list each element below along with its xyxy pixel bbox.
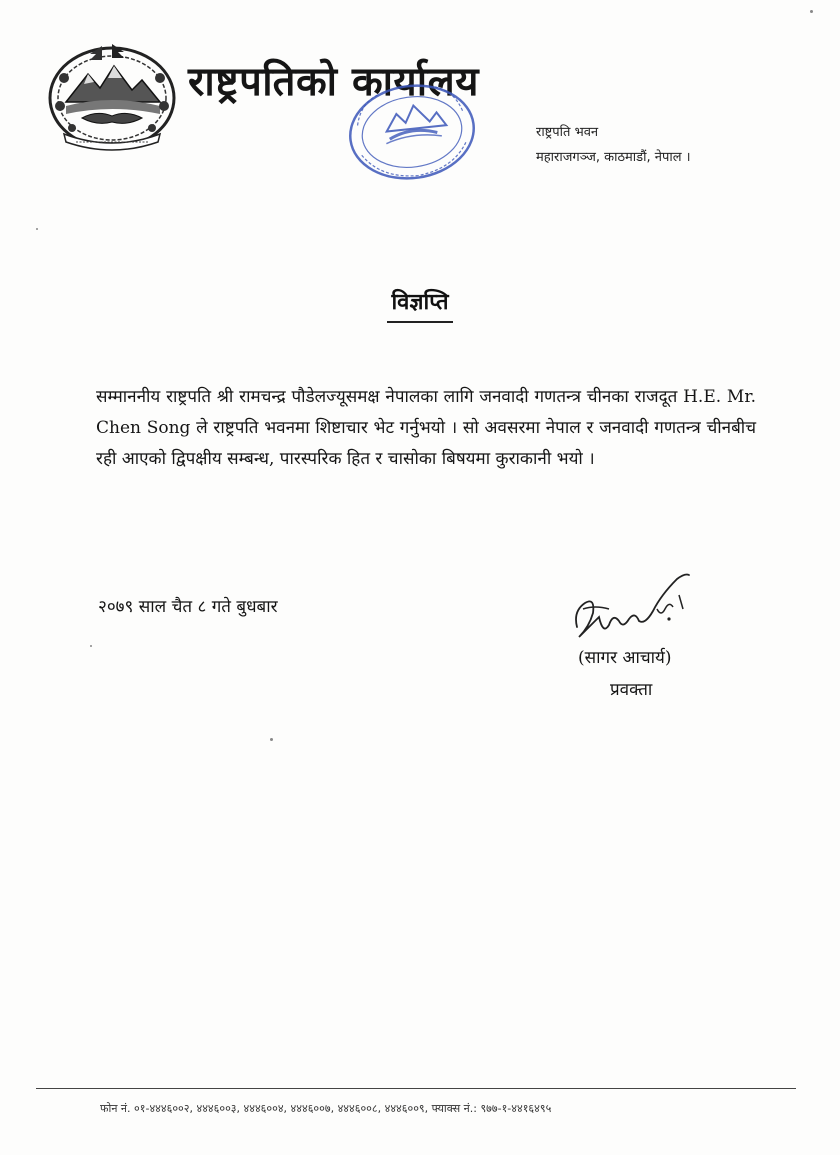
notice-date: २०७९ साल चैत ८ गते बुधबार — [98, 597, 278, 617]
footer-contact-info: फोन नं. ०१-४४४६००२, ४४४६००३, ४४४६००४, ४४४६००७, ४४४६००८, ४४४६००९, फ्याक्स नं.: ९७७-१-४४१६४९५ — [100, 1102, 552, 1115]
address-line-city: महाराजगञ्ज, काठमाडौं, नेपाल । — [536, 150, 691, 165]
nepal-coat-of-arms-icon — [42, 36, 182, 154]
signatory-name: (सागर आचार्य) — [578, 648, 672, 668]
footer-divider — [36, 1088, 796, 1089]
office-seal-stamp-icon — [345, 78, 480, 186]
office-title: राष्ट्रपतिको कार्यालय — [188, 59, 479, 105]
office-address — [536, 120, 691, 170]
scan-speck — [90, 645, 92, 647]
scan-speck — [270, 738, 273, 741]
scan-speck — [36, 228, 38, 230]
scan-speck — [810, 10, 813, 13]
address-line-building: राष्ट्रपति भवन — [536, 125, 599, 140]
notice-heading — [0, 286, 840, 316]
notice-body: सम्माननीय राष्ट्रपति श्री रामचन्द्र पौडेलज्यूसमक्ष नेपालका लागि जनवादी गणतन्त्र चीनका राजदूत H.E. Mr. Chen Song ले राष्ट्रपति भवनमा शिष्टाचार भेट गर्नुभयो । सो अवसरमा नेपाल र जनवादी गणतन्त्र चीनबीच रही आएको द्विपक्षीय सम्बन्ध, पारस्परिक हित र चासोका बिषयमा कुराकानी भयो । — [96, 387, 756, 469]
signatory-role: प्रवक्ता — [610, 680, 653, 700]
notice-title: विज्ञप्ति — [387, 290, 452, 323]
